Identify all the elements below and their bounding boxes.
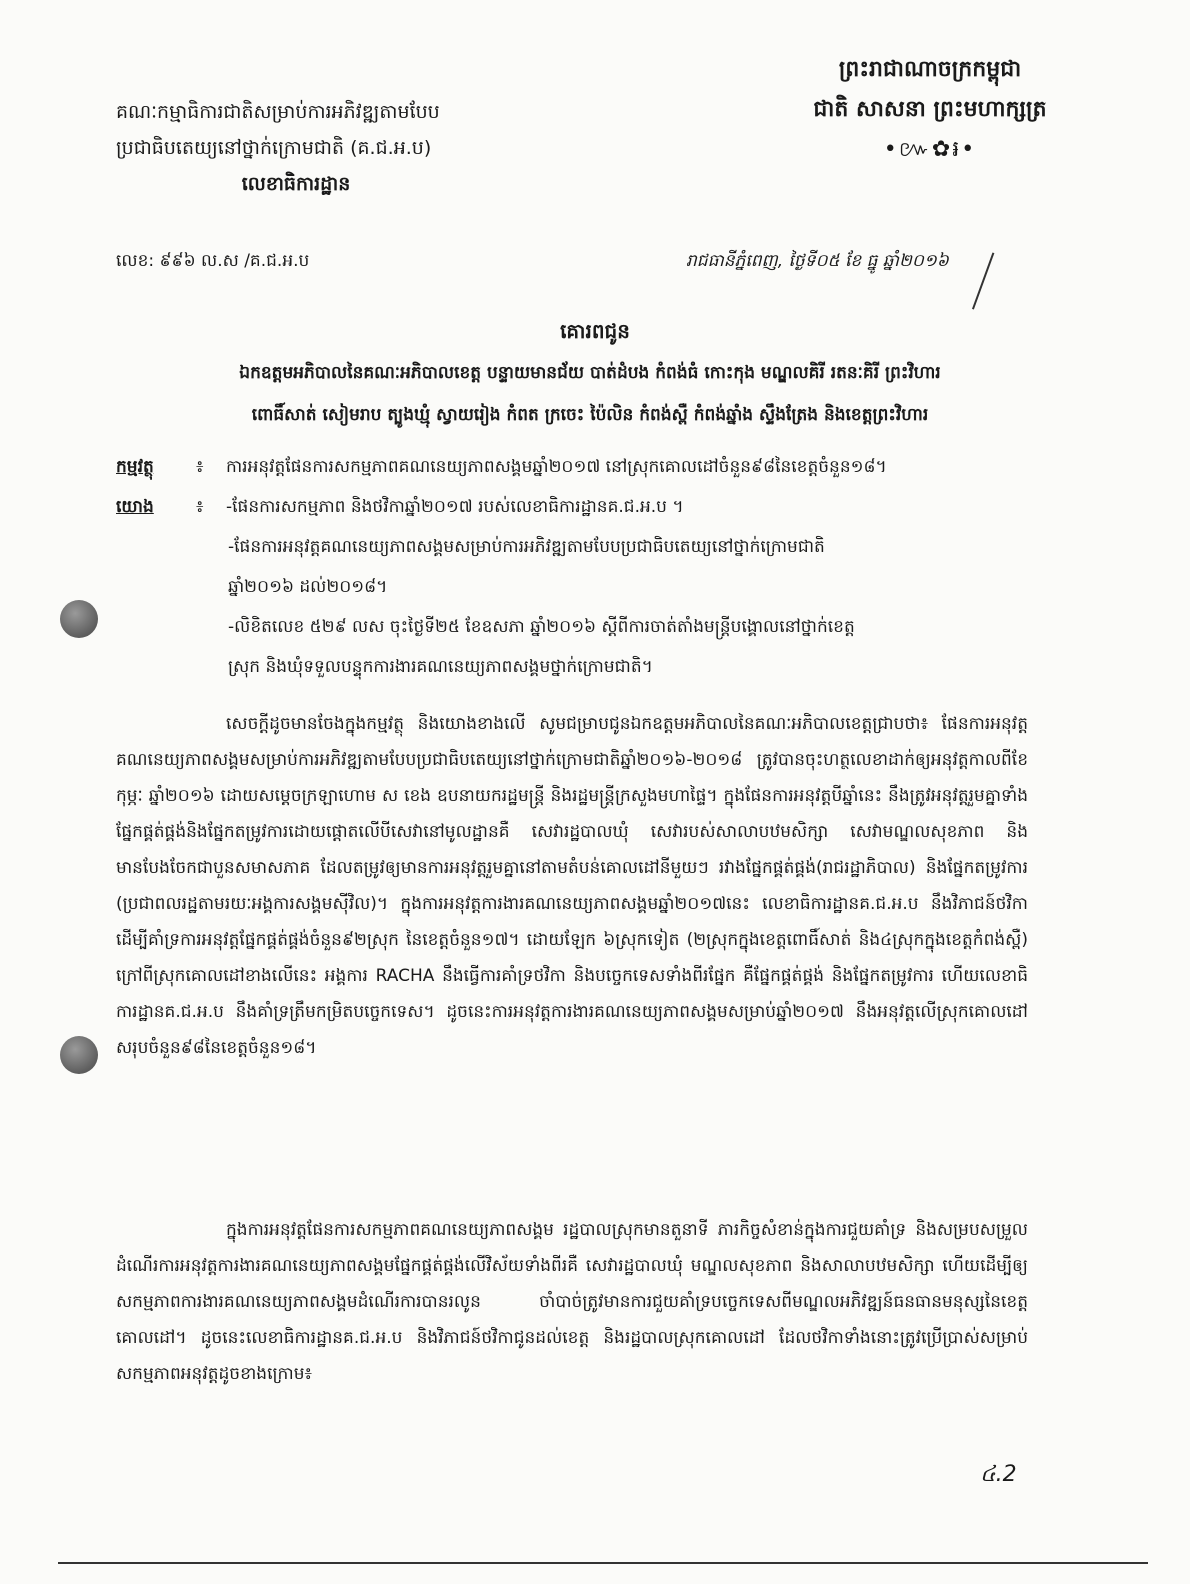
subject-text: ការអនុវត្តផែនការសកម្មភាពគណនេយ្យភាពសង្គមឆ្នាំ២០១៧ នៅស្រុកគោលដៅចំនួន៩៨នៃខេត្តចំនួន១៨។: [226, 457, 887, 477]
subject-label: កម្មវត្ថុ: [116, 457, 154, 477]
ministry-name-line1: គណៈកម្មាធិការជាតិសម្រាប់ការអភិវឌ្ឍតាមបែប: [116, 101, 440, 123]
reference-item-3-line2: ស្រុក និងឃុំទទួលបន្ទុកការងារគណនេយ្យភាពសង្គមថ្នាក់ក្រោមជាតិ។: [228, 657, 653, 677]
handwritten-mark: [972, 252, 1000, 311]
ministry-name-line2: ប្រជាធិបតេយ្យនៅថ្នាក់ក្រោមជាតិ (គ.ជ.អ.ប): [116, 137, 432, 159]
page-number: ៤.2: [980, 1462, 1017, 1487]
document-date: រាជធានីភ្នំពេញ, ថ្ងៃទី០៥ ខែ ធ្នូ ឆ្នាំ២០១៦: [686, 251, 949, 271]
reference-colon: ៖: [196, 497, 204, 517]
punch-hole-icon: [60, 1036, 98, 1074]
kingdom-header: [760, 50, 1100, 170]
body-paragraph-2: ក្នុងការអនុវត្តផែនការសកម្មភាពគណនេយ្យភាពសង្គម រដ្ឋបាលស្រុកមានតួនាទី ភារកិច្ចសំខាន់ក្នុងការជួយគាំទ្រ និងសម្របសម្រួលដំណើរការអនុវត្តការងារគណនេយ្យភាពសង្គមផ្នែកផ្គត់ផ្គង់លើវិស័យទាំងពីរគឺ សេវារដ្ឋបាលឃុំ មណ្ឌលសុខភាព និងសាលាបឋមសិក្សា ហើយដើម្បីឲ្យសកម្មភាពការងារគណនេយ្យភាពសង្គមដំណើរការបានរលូន ចាំបាច់ត្រូវមានការជួយគាំទ្របច្ចេកទេសពីមណ្ឌលអភិវឌ្ឍន៍ធនធានមនុស្សនៃខេត្តគោលដៅ។ ដូចនេះលេខាធិការដ្ឋានគ.ជ.អ.ប និងវិភាជន៍ថវិកាជូនដល់ខេត្ត និងរដ្ឋបាលស្រុកគោលដៅ ដែលថវិកាទាំងនោះត្រូវប្រើប្រាស់សម្រាប់សកម្មភាពអនុវត្តដូចខាងក្រោម៖: [116, 1220, 1028, 1384]
reference-number: លេខ: ៩៩៦ ល.ស /គ.ជ.អ.ប: [116, 251, 310, 271]
reference-item-2-line2: ឆ្នាំ២០១៦ ដល់២០១៨។: [228, 577, 388, 597]
ornament-divider-icon: •៚✿៛•: [883, 137, 977, 162]
punch-hole-icon: [60, 600, 98, 638]
reference-item-1: -ផែនការសកម្មភាព និងថវិកាឆ្នាំ២០១៧ របស់លេខាធិការដ្ឋានគ.ជ.អ.ប ។: [226, 497, 684, 517]
ministry-header: [116, 94, 536, 202]
national-motto: ជាតិ សាសនា ព្រះមហាក្សត្រ: [813, 97, 1047, 122]
reference-row: [116, 496, 684, 521]
reference-item-3-line1: -លិខិតលេខ ៥២៩ លស ចុះថ្ងៃទី២៥ ខែឧសភា ឆ្នាំ២០១៦ ស្ដីពីការចាត់តាំងមន្ត្រីបង្គោលនៅថ្នាក់ខេត្ត: [228, 617, 855, 637]
bottom-rule: [58, 1562, 1148, 1564]
reference-label: យោង: [116, 497, 154, 517]
body-paragraph-1: សេចក្តីដូចមានចែងក្នុងកម្មវត្ថុ និងយោងខាងលើ សូមជម្រាបជូនឯកឧត្តមអភិបាលនៃគណៈអភិបាលខេត្តជ្រាបថា៖ ផែនការអនុវត្តគណនេយ្យភាពសង្គមសម្រាប់ការអភិវឌ្ឍតាមបែបប្រជាធិបតេយ្យនៅថ្នាក់ក្រោមជាតិឆ្នាំ២០១៦-២០១៨ ត្រូវបានចុះហត្ថលេខាដាក់ឲ្យអនុវត្តកាលពីខែកុម្ភៈ ឆ្នាំ២០១៦ ដោយសម្ដេចក្រឡាហោម ស ខេង ឧបនាយករដ្ឋមន្ត្រី និងរដ្ឋមន្ត្រីក្រសួងមហាផ្ទៃ។ ក្នុងផែនការអនុវត្តបីឆ្នាំនេះ នឹងត្រូវអនុវត្តរួមគ្នាទាំងផ្នែកផ្គត់ផ្គង់និងផ្នែកតម្រូវការដោយផ្ដោតលើបីសេវានៅមូលដ្ឋានគឺ សេវារដ្ឋបាលឃុំ សេវារបស់សាលាបឋមសិក្សា សេវាមណ្ឌលសុខភាព និងមានបែងចែកជាបួនសមាសភាគ ដែលតម្រូវឲ្យមានការអនុវត្តរួមគ្នានៅតាមតំបន់គោលដៅនីមួយៗ រវាងផ្នែកផ្គត់ផ្គង់(រាជរដ្ឋាភិបាល) និងផ្នែកតម្រូវការ (ប្រជាពលរដ្ឋតាមរយៈអង្គការសង្គមស៊ីវិល)។ ក្នុងការអនុវត្តការងារគណនេយ្យភាពសង្គមឆ្នាំ២០១៧នេះ លេខាធិការដ្ឋានគ.ជ.អ.ប នឹងវិភាជន៍ថវិកាដើម្បីគាំទ្រការអនុវត្តផ្នែកផ្គត់ផ្គង់ចំនួន៩២ស្រុក នៃខេត្តចំនួន១៧។ ដោយឡែក ៦ស្រុកទៀត (២ស្រុកក្នុងខេត្តពោធិ៍សាត់ និង៤ស្រុកក្នុងខេត្តកំពង់ស្ពឺ) ក្រៅពីស្រុកគោលដៅខាងលើនេះ អង្គការ RACHA នឹងធ្វើការគាំទ្រថវិកា និងបច្ចេកទេសទាំងពីរផ្នែក គឺផ្នែកផ្គត់ផ្គង់ និងផ្នែកតម្រូវការ ហើយលេខាធិការដ្ឋានគ.ជ.អ.ប នឹងគាំទ្រត្រឹមកម្រិតបច្ចេកទេស។ ដូចនេះការអនុវត្តការងារគណនេយ្យភាពសង្គមសម្រាប់ឆ្នាំ២០១៧ នឹងអនុវត្តលើស្រុកគោលដៅសរុបចំនួន៩៨នៃខេត្តចំនួន១៨។: [116, 714, 1028, 1058]
reference-item-2-line1: -ផែនការអនុវត្តគណនេយ្យភាពសង្គមសម្រាប់ការអភិវឌ្ឍតាមបែបប្រជាធិបតេយ្យនៅថ្នាក់ក្រោមជាតិ: [228, 537, 825, 557]
subject-colon: ៖: [196, 457, 204, 477]
addressee-line2: ពោធិ៍សាត់ សៀមរាប ត្បូងឃ្មុំ ស្វាយរៀង កំពត ក្រចេះ ប៉ៃលិន កំពង់ស្ពឺ កំពង់ឆ្នាំង ស្ទឹងត្រែង និងខេត្តព្រះវិហារ: [251, 405, 929, 425]
subject-row: [116, 456, 887, 481]
addressee-line1: ឯកឧត្តមអភិបាលនៃគណៈអភិបាលខេត្ត បន្ទាយមានជ័យ បាត់ដំបង កំពង់ធំ កោះកុង មណ្ឌលគិរី រតនៈគិរី ព្រះវិហារ: [239, 363, 941, 383]
department-name: លេខាធិការដ្ឋាន: [241, 173, 351, 195]
document-title: គោរពជូន: [560, 319, 630, 343]
kingdom-name: ព្រះរាជាណាចក្រកម្ពុជា: [838, 57, 1022, 82]
